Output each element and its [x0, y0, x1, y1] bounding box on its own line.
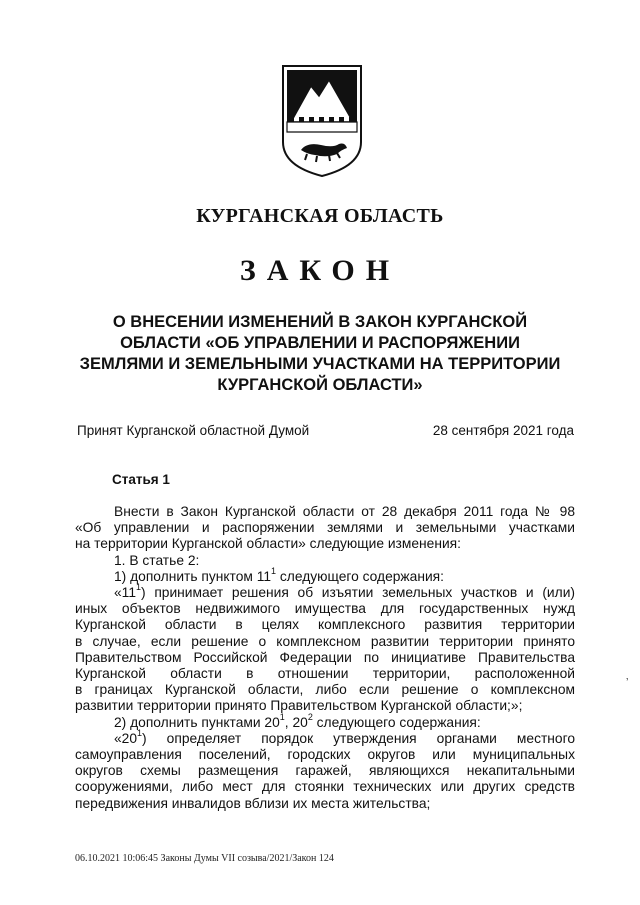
- adopted-by: Принят Курганской областной Думой: [77, 423, 310, 438]
- document-type: ЗАКОН: [239, 254, 401, 287]
- body-line: на территории Курганской области» следующие изменения:: [75, 536, 461, 552]
- item-heading: 1. В статье 2:: [114, 552, 200, 568]
- body-line: передвижения инвалидов вблизи их места жительства;: [75, 795, 431, 811]
- body-line: [75, 728, 575, 747]
- sub-item-text: 1) дополнить пунктом 11: [114, 568, 272, 584]
- law-title-line: ЗЕМЛЯМИ И ЗЕМЕЛЬНЫМИ УЧАСТКАМИ НА ТЕРРИТОРИИ: [79, 355, 561, 373]
- region-name: КУРГАНСКАЯ ОБЛАСТЬ: [196, 205, 444, 227]
- body-line: «Об управлении и распоряжении землями и земельными участками: [75, 520, 575, 536]
- body-line: Внести в Закон Курганской области от 28 декабря 2011 года № 98: [114, 504, 575, 519]
- superscript: 1: [137, 728, 143, 739]
- superscript: 1: [136, 582, 142, 593]
- body-line: развитии территории принято Правительством Курганской области;»;: [75, 698, 523, 714]
- body-line: округов схемы размещения гаражей, являющихся некапитальными: [75, 763, 575, 779]
- superscript: 1: [279, 712, 285, 723]
- sub-item: [75, 566, 575, 585]
- law-title: [60, 312, 580, 396]
- point-number: «11: [114, 585, 136, 601]
- body-line: Курганской области в отношении территории, расположенной: [75, 666, 575, 682]
- sub-item-text: следующего содержания:: [312, 714, 481, 730]
- body-line-text: ) определяет порядок утверждения органами местного: [142, 730, 575, 746]
- body-line: в случае, если решение о комплексном развитии территории принято: [75, 633, 575, 649]
- sub-item: [75, 712, 575, 731]
- body-line-text: ) принимает решения об изъятии земельных участков и (или): [141, 585, 575, 601]
- sub-item-text: , 20: [284, 714, 308, 730]
- kurgan-coat-of-arms-icon: [277, 62, 367, 180]
- sub-item-text: 2) дополнить пунктами 20: [114, 714, 280, 730]
- body-line: в границах Курганской области, либо если решение о комплексном: [75, 682, 575, 698]
- superscript: 2: [307, 712, 313, 723]
- margin-mark: ʼ: [626, 677, 629, 689]
- law-title-line: О ВНЕСЕНИИ ИЗМЕНЕНИЙ В ЗАКОН КУРГАНСКОЙ: [112, 313, 528, 331]
- article-heading: Статья 1: [112, 472, 170, 487]
- adoption-date: 28 сентября 2021 года: [432, 423, 574, 438]
- law-title-line: КУРГАНСКОЙ ОБЛАСТИ»: [217, 376, 423, 394]
- sub-item-text: следующего содержания:: [276, 568, 444, 584]
- body-line: [75, 582, 575, 601]
- body-line: сооружениями, либо мест для стоянки технических или других средств: [75, 779, 575, 795]
- superscript: 1: [271, 566, 277, 577]
- point-number: «20: [114, 730, 138, 746]
- law-title-line: ОБЛАСТИ «ОБ УПРАВЛЕНИИ И РАСПОРЯЖЕНИИ: [120, 334, 520, 352]
- article-body: [75, 504, 575, 812]
- page-footer: 06.10.2021 10:06:45 Законы Думы VII созыва/2021/Закон 124: [75, 853, 334, 864]
- body-line: иных объектов недвижимого имущества для государственных нужд: [75, 601, 575, 617]
- body-line: самоуправления поселений, городских округов или муниципальных: [75, 747, 575, 763]
- body-line: Курганской области в целях комплексного развития территории: [75, 617, 575, 633]
- body-line: Правительством Российской Федерации по инициативе Правительства: [75, 649, 575, 665]
